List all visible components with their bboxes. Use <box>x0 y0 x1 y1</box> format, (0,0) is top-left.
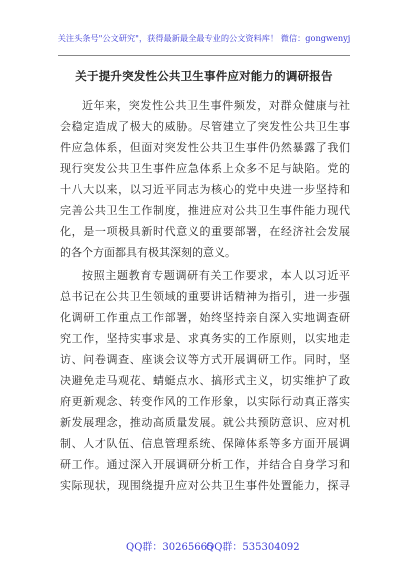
body-line: 化，是一项极具新时代意义的重要部署，在经济社会发展 <box>60 225 350 238</box>
body-line: 实际现状，现围绕提升应对公共卫生事件处置能力，探寻 <box>60 479 350 492</box>
footer-qq-group-1: QQ群：30265665 <box>126 542 214 553</box>
body-line: 按照主题教育专题调研有关工作要求，本人以习近平 <box>82 269 350 282</box>
document-title: 关于提升突发性公共卫生事件应对能力的调研报告 <box>75 69 333 83</box>
body-line: 化调研工作重点工作部署，始终坚持亲自深入实地调查研 <box>60 311 350 324</box>
body-line: 新发展理念，推动高质量发展。就公共预防意识、应对机 <box>60 416 350 429</box>
body-line: 的各个方面都具有极其深刻的意义。 <box>60 246 236 259</box>
body-line: 研工作。通过深入开展调研分析工作，并结合自身学习和 <box>60 458 350 471</box>
body-line: 府更新观念、转变作风的工作形象，以实际行动真正落实 <box>60 395 350 408</box>
body-line: 会稳定造成了极大的威胁。尽管建立了突发性公共卫生事 <box>60 120 350 133</box>
header-divider <box>58 55 350 56</box>
body-line: 完善公共卫生工作制度，推进应对公共卫生事件能力现代 <box>60 204 350 217</box>
header-banner: 关注头条号"公文研究"，获得最新最全最专业的公文资料库！ 微信：gongwenyj <box>57 33 351 43</box>
body-line: 现行突发公共卫生事件应急体系上众多不足与缺陷。党的 <box>60 162 350 175</box>
body-line: 究工作，坚持实事求是、求真务实的工作原则，以实地走 <box>60 332 350 345</box>
body-line: 制、人才队伍、信息管理系统、保障体系等多方面开展调 <box>60 437 350 450</box>
body-line: 访、问卷调查、座谈会议等方式开展调研工作。同时，坚 <box>60 353 350 366</box>
body-line: 十八大以来，以习近平同志为核心的党中央进一步坚持和 <box>60 183 350 196</box>
body-line: 近年来，突发性公共卫生事件频发，对群众健康与社 <box>82 99 350 112</box>
body-line: 总书记在公共卫生领域的重要讲话精神为指引，进一步强 <box>60 290 350 303</box>
footer-qq-group-2: QQ群：535304092 <box>206 542 300 553</box>
body-line: 件应急体系，但面对突发性公共卫生事件仍然暴露了我们 <box>60 141 350 154</box>
body-line: 决避免走马观花、蜻蜓点水、搞形式主义，切实维护了政 <box>60 374 350 387</box>
footer <box>0 541 408 555</box>
